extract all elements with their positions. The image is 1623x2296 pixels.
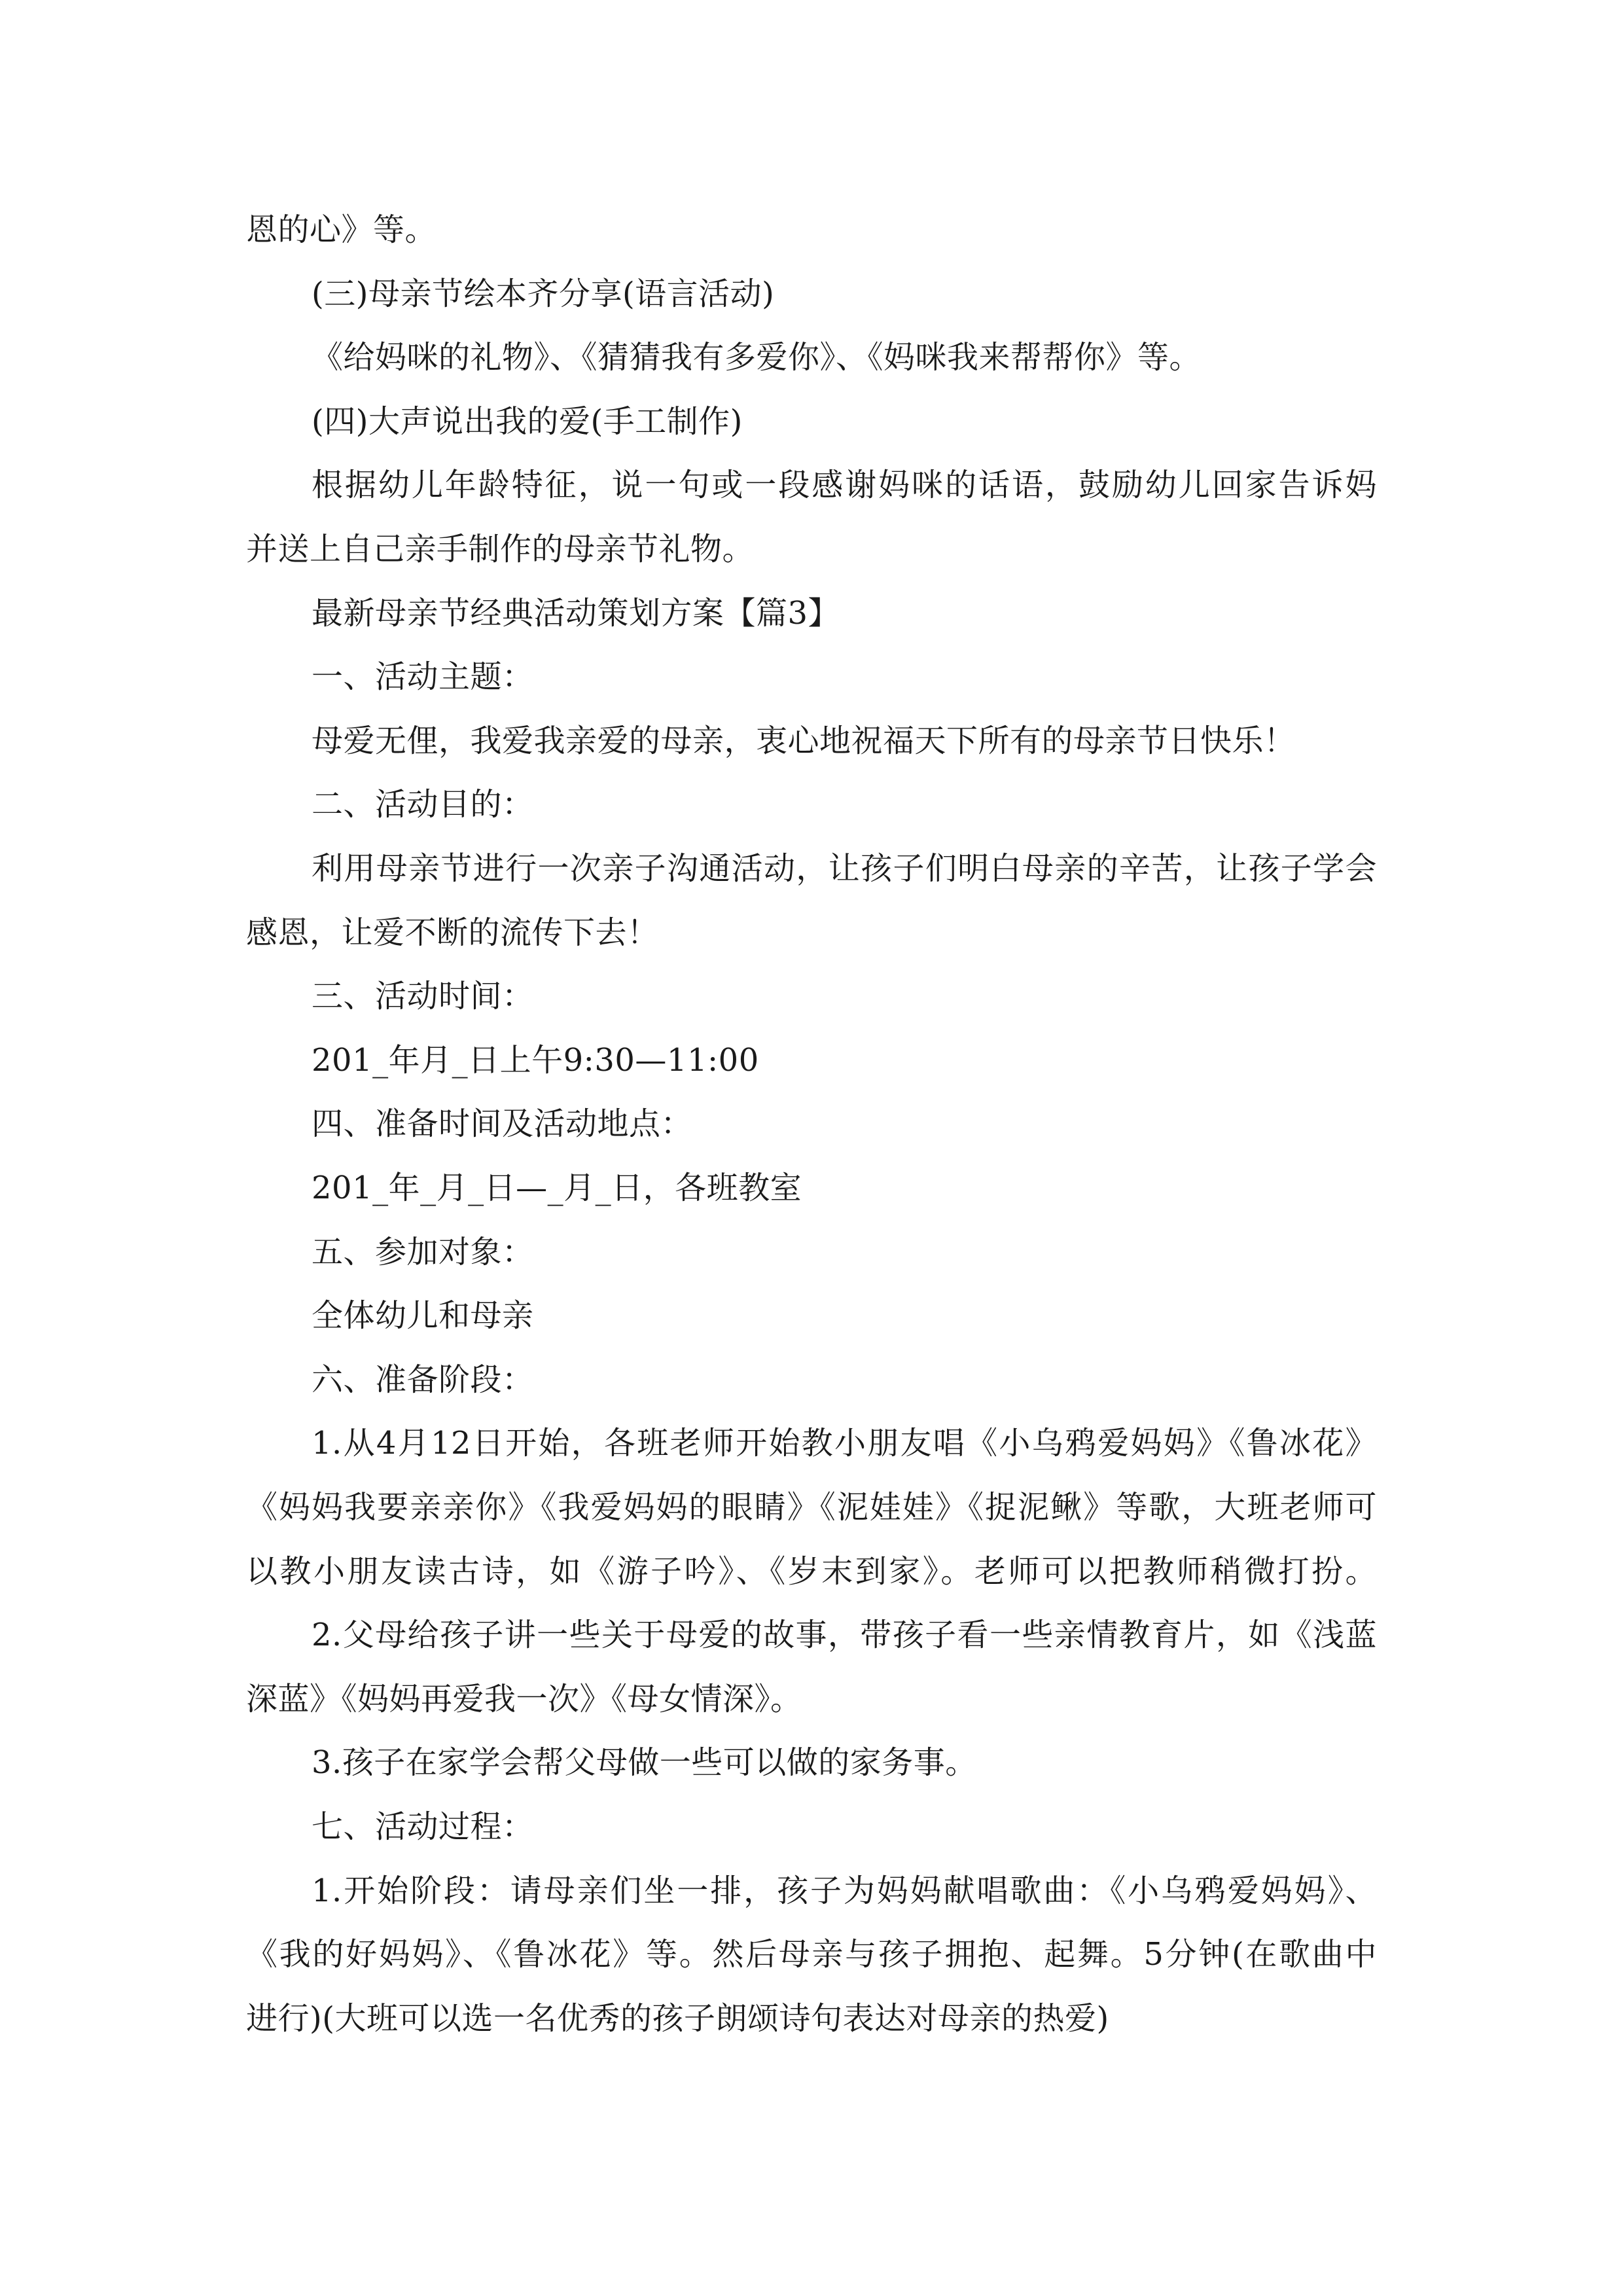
text-line: 《我的好妈妈》、《鲁冰花》等。然后母亲与孩子拥抱、起舞。5分钟(在歌曲中 (246, 1936, 1377, 1973)
text-line: 感恩，让爱不断的流传下去！ (246, 914, 659, 951)
text-line: 二、活动目的： (312, 786, 534, 823)
text-line: 母爱无俚，我爱我亲爱的母亲，衷心地祝福天下所有的母亲节日快乐！ (312, 723, 1296, 759)
text-line: 201_年_月_日—_月_日，各班教室 (312, 1170, 802, 1206)
text-line: 2.父母给孩子讲一些关于母爱的故事，带孩子看一些亲情教育片，如《浅蓝 (312, 1617, 1377, 1653)
text-line: 利用母亲节进行一次亲子沟通活动，让孩子们明白母亲的辛苦，让孩子学会 (312, 850, 1377, 887)
text-line: 全体幼儿和母亲 (312, 1297, 534, 1334)
text-line: 201_年月_日上午9:30—11:00 (312, 1042, 759, 1079)
text-line: 1.开始阶段：请母亲们坐一排，孩子为妈妈献唱歌曲：《小乌鸦爱妈妈》、 (312, 1873, 1377, 1909)
text-line: 最新母亲节经典活动策划方案【篇3】 (312, 595, 840, 632)
text-line: 七、活动过程： (312, 1808, 534, 1845)
text-line: (四)大声说出我的爱(手工制作) (312, 403, 743, 440)
text-line: 并送上自己亲手制作的母亲节礼物。 (246, 531, 755, 567)
text-line: 一、活动主题： (312, 658, 534, 695)
text-line: 五、参加对象： (312, 1234, 534, 1270)
text-line: 三、活动时间： (312, 978, 534, 1014)
text-line: 进行)(大班可以选一名优秀的孩子朗颂诗句表达对母亲的热爱) (246, 2000, 1109, 2037)
text-line: 《妈妈我要亲亲你》《我爱妈妈的眼睛》《泥娃娃》《捉泥鳅》等歌，大班老师可 (246, 1489, 1377, 1526)
text-line: 深蓝》《妈妈再爱我一次》《母女情深》。 (246, 1681, 802, 1717)
text-line: 六、准备阶段： (312, 1361, 534, 1398)
text-line: 1.从4月12日开始，各班老师开始教小朋友唱《小乌鸦爱妈妈》《鲁冰花》 (312, 1425, 1377, 1462)
text-line: 《给妈咪的礼物》、《猜猜我有多爱你》、《妈咪我来帮帮你》等。 (312, 339, 1202, 376)
text-line: (三)母亲节绘本齐分享(语言活动) (312, 276, 775, 312)
text-line: 根据幼儿年龄特征，说一句或一段感谢妈咪的话语，鼓励幼儿回家告诉妈 (312, 467, 1377, 503)
text-line: 3.孩子在家学会帮父母做一些可以做的家务事。 (312, 1744, 977, 1781)
text-line: 恩的心》等。 (246, 211, 437, 248)
text-line: 四、准备时间及活动地点： (312, 1105, 693, 1142)
text-line: 以教小朋友读古诗，如《游子吟》、《岁末到家》。老师可以把教师稍微打扮。 (246, 1553, 1377, 1590)
